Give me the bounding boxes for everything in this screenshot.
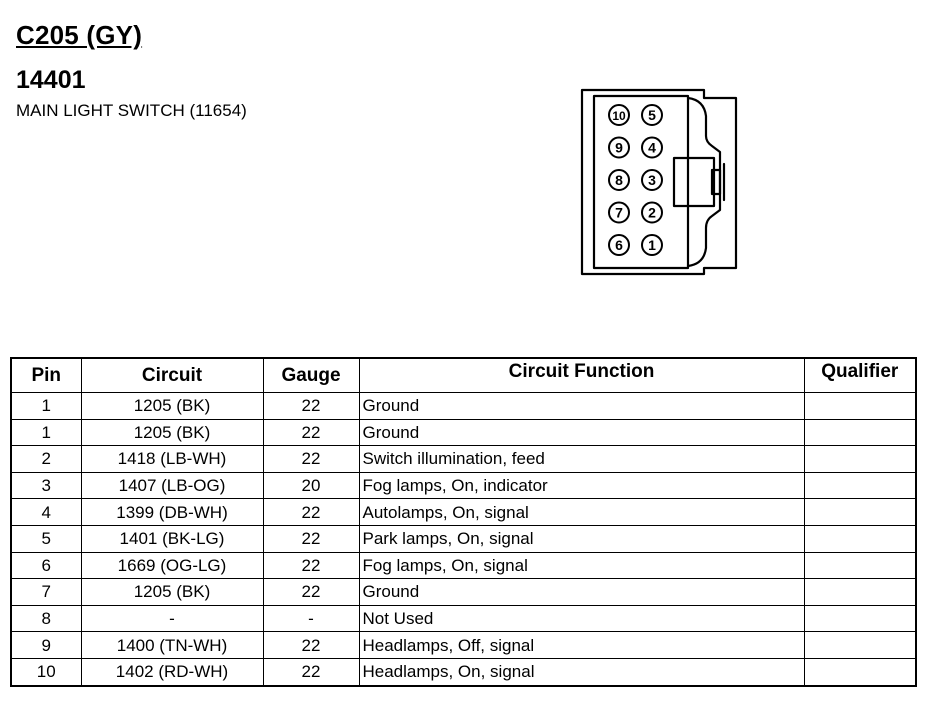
connector-latch-tab [674, 158, 714, 206]
table-row [11, 579, 916, 606]
table-header-row [11, 358, 916, 393]
pin-cell: 3 [11, 472, 81, 499]
gauge-cell: - [263, 605, 359, 632]
gauge-cell: 22 [263, 499, 359, 526]
qualifier-cell [804, 658, 916, 685]
circuit-function-cell: Ground [359, 393, 804, 420]
circuit-cell: 1205 (BK) [81, 393, 263, 420]
table-row [11, 419, 916, 446]
connector-pin-label: 10 [612, 109, 626, 123]
circuit-function-cell: Park lamps, On, signal [359, 525, 804, 552]
connector-face-diagram [570, 82, 742, 278]
pin-cell: 8 [11, 605, 81, 632]
connector-pin-label: 2 [648, 204, 656, 221]
qualifier-cell [804, 446, 916, 473]
pin-cell: 1 [11, 419, 81, 446]
circuit-cell: 1401 (BK-LG) [81, 525, 263, 552]
connector-title: C205 (GY) [16, 20, 143, 50]
qualifier-cell [804, 525, 916, 552]
pin-cell: 1 [11, 393, 81, 420]
column-header-circuit-function: Circuit Function [359, 358, 804, 393]
gauge-cell: 22 [263, 419, 359, 446]
pin-cell: 10 [11, 658, 81, 685]
qualifier-cell [804, 552, 916, 579]
circuit-cell: 1402 (RD-WH) [81, 658, 263, 685]
pin-cell: 4 [11, 499, 81, 526]
table-row [11, 658, 916, 685]
circuit-function-cell: Autolamps, On, signal [359, 499, 804, 526]
component-description: MAIN LIGHT SWITCH (11654) [16, 101, 247, 120]
pin-cell: 6 [11, 552, 81, 579]
circuit-cell: 1407 (LB-OG) [81, 472, 263, 499]
column-header-qualifier: Qualifier [804, 358, 916, 393]
circuit-function-cell: Ground [359, 419, 804, 446]
circuit-function-cell: Ground [359, 579, 804, 606]
connector-pin-label: 9 [615, 139, 623, 156]
circuit-function-cell: Fog lamps, On, indicator [359, 472, 804, 499]
gauge-cell: 20 [263, 472, 359, 499]
gauge-cell: 22 [263, 393, 359, 420]
circuit-cell: - [81, 605, 263, 632]
connector-pin [609, 138, 629, 158]
connector-pin [642, 203, 662, 223]
table-row [11, 499, 916, 526]
pin-cell: 7 [11, 579, 81, 606]
connector-pin [642, 235, 662, 255]
circuit-cell: 1205 (BK) [81, 419, 263, 446]
table-row [11, 472, 916, 499]
qualifier-cell [804, 393, 916, 420]
pin-cell: 2 [11, 446, 81, 473]
gauge-cell: 22 [263, 525, 359, 552]
connector-latch-channel [688, 98, 720, 266]
connector-pin-label: 3 [648, 172, 656, 188]
circuit-cell: 1399 (DB-WH) [81, 499, 263, 526]
gauge-cell: 22 [263, 632, 359, 659]
gauge-cell: 22 [263, 552, 359, 579]
connector-pin [642, 170, 662, 190]
qualifier-cell [804, 579, 916, 606]
qualifier-cell [804, 472, 916, 499]
connector-pin-label: 4 [648, 139, 656, 156]
circuit-cell: 1400 (TN-WH) [81, 632, 263, 659]
connector-pin [609, 170, 629, 190]
qualifier-cell [804, 419, 916, 446]
circuit-function-cell: Headlamps, On, signal [359, 658, 804, 685]
column-header-circuit: Circuit [81, 358, 263, 393]
connector-pin-label: 1 [648, 237, 656, 253]
gauge-cell: 22 [263, 446, 359, 473]
circuit-function-cell: Fog lamps, On, signal [359, 552, 804, 579]
qualifier-cell [804, 632, 916, 659]
connector-pin-label: 8 [615, 172, 623, 188]
gauge-cell: 22 [263, 658, 359, 685]
table-row [11, 632, 916, 659]
qualifier-cell [804, 605, 916, 632]
connector-pin-label: 7 [615, 204, 623, 221]
column-header-pin: Pin [11, 358, 81, 393]
connector-pin [609, 235, 629, 255]
table-row [11, 605, 916, 632]
circuit-function-cell: Switch illumination, feed [359, 446, 804, 473]
connector-pin [609, 105, 629, 125]
table-row [11, 552, 916, 579]
gauge-cell: 22 [263, 579, 359, 606]
circuit-cell: 1418 (LB-WH) [81, 446, 263, 473]
column-header-gauge: Gauge [263, 358, 359, 393]
connector-pin [642, 105, 662, 125]
circuit-function-cell: Not Used [359, 605, 804, 632]
pin-cell: 9 [11, 632, 81, 659]
circuit-cell: 1669 (OG-LG) [81, 552, 263, 579]
connector-pin [609, 203, 629, 223]
table-row [11, 393, 916, 420]
circuit-cell: 1205 (BK) [81, 579, 263, 606]
table-row [11, 525, 916, 552]
component-number: 14401 [16, 66, 86, 94]
connector-pin-label: 5 [648, 107, 656, 123]
connector-pin [642, 138, 662, 158]
table-row [11, 446, 916, 473]
pin-cell: 5 [11, 525, 81, 552]
connector-pin-label: 6 [615, 237, 623, 253]
pin-table [10, 357, 917, 687]
circuit-function-cell: Headlamps, Off, signal [359, 632, 804, 659]
qualifier-cell [804, 499, 916, 526]
